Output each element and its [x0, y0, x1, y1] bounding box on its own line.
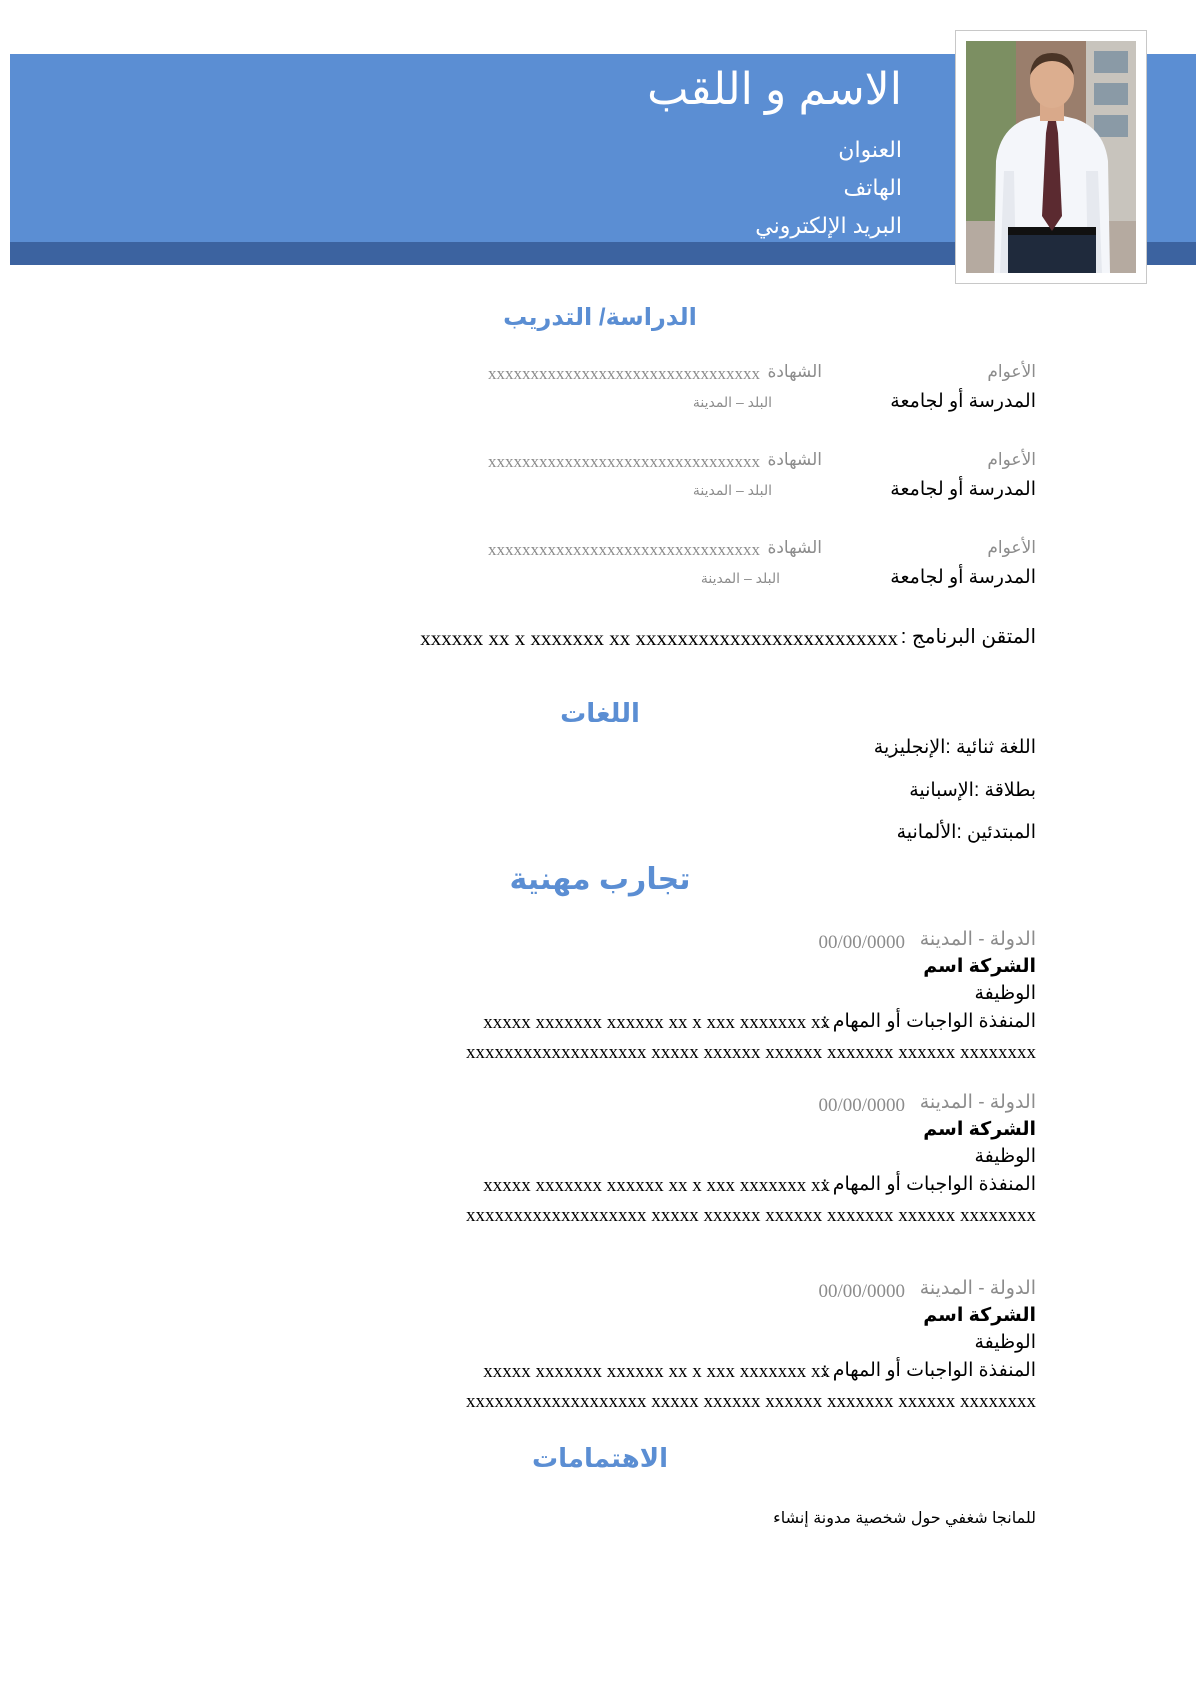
education-school: المدرسة أو لجامعة	[890, 567, 1036, 588]
education-degree-value: xxxxxxxxxxxxxxxxxxxxxxxxxxxxxxxx	[488, 540, 760, 559]
address: العنوان	[838, 137, 902, 162]
experience-company: الشركة اسم	[923, 956, 1036, 977]
phone: الهاتف	[843, 175, 902, 200]
languages-section-title: اللغات	[560, 698, 640, 728]
experience-company: الشركة اسم	[923, 1305, 1036, 1326]
education-school: المدرسة أو لجامعة	[890, 479, 1036, 500]
language-item: اللغة ثنائية :الإنجليزية	[873, 737, 1036, 758]
experience-duties-line2: xxxxxxxxxxxxxxxxxxx xxxxx xxxxxx xxxxxx xxxxxxx xxxxxx xxxxxxxx	[466, 1205, 1036, 1226]
experience-date: 00/00/0000	[818, 932, 905, 953]
experience-duties-line1: xxxxx xxxxxxx xxxxxx xx x xxx xxxxxxx xx	[483, 1361, 830, 1382]
education-degree-label: الشهادة	[767, 538, 822, 557]
experience-duties-label: المنفذة الواجبات أو المهام :	[822, 1174, 1036, 1195]
interests-section-title: الاهتمامات	[531, 1443, 669, 1473]
experience-duties-line1: xxxxx xxxxxxx xxxxxx xx x xxx xxxxxxx xx	[483, 1175, 830, 1196]
software-value: xxxxxx xx x xxxxxxx xx xxxxxxxxxxxxxxxxxxxxxxxxx	[420, 626, 898, 650]
interests-text: للمانجا شغفي حول شخصية مدونة إنشاء	[773, 1510, 1036, 1527]
education-section-title: الدراسة/ التدريب	[503, 304, 697, 331]
education-location: البلد – المدينة	[692, 394, 772, 410]
education-location: البلد – المدينة	[700, 570, 780, 586]
experience-company: الشركة اسم	[923, 1119, 1036, 1140]
experience-position: الوظيفة	[974, 983, 1036, 1004]
experience-date: 00/00/0000	[818, 1281, 905, 1302]
software-label: المتقن البرنامج :	[900, 626, 1036, 648]
experience-position: الوظيفة	[974, 1332, 1036, 1353]
education-degree-label: الشهادة	[767, 362, 822, 381]
education-years: الأعوام	[987, 362, 1036, 381]
experience-duties-label: المنفذة الواجبات أو المهام :	[822, 1011, 1036, 1032]
full-name: الاسم و اللقب	[647, 65, 902, 114]
education-school: المدرسة أو لجامعة	[890, 391, 1036, 412]
email: البريد الإلكتروني	[755, 213, 902, 238]
experience-location: الدولة - المدينة	[919, 1278, 1036, 1299]
language-item: المبتدئين :الألمانية	[896, 822, 1036, 843]
education-degree-label: الشهادة	[767, 450, 822, 469]
experience-section-title: تجارب مهنية	[509, 863, 691, 896]
education-degree-value: xxxxxxxxxxxxxxxxxxxxxxxxxxxxxxxx	[488, 364, 760, 383]
education-degree-value: xxxxxxxxxxxxxxxxxxxxxxxxxxxxxxxx	[488, 452, 760, 471]
experience-location: الدولة - المدينة	[919, 1092, 1036, 1113]
experience-duties-line1: xxxxx xxxxxxx xxxxxx xx x xxx xxxxxxx xx	[483, 1012, 830, 1033]
education-years: الأعوام	[987, 538, 1036, 557]
education-years: الأعوام	[987, 450, 1036, 469]
experience-duties-line2: xxxxxxxxxxxxxxxxxxx xxxxx xxxxxx xxxxxx xxxxxxx xxxxxx xxxxxxxx	[466, 1391, 1036, 1412]
experience-duties-line2: xxxxxxxxxxxxxxxxxxx xxxxx xxxxxx xxxxxx xxxxxxx xxxxxx xxxxxxxx	[466, 1042, 1036, 1063]
profile-photo	[966, 41, 1136, 273]
language-item: بطلاقة :الإسبانية	[909, 780, 1036, 801]
experience-location: الدولة - المدينة	[919, 929, 1036, 950]
experience-date: 00/00/0000	[818, 1095, 905, 1116]
education-location: البلد – المدينة	[692, 482, 772, 498]
experience-position: الوظيفة	[974, 1146, 1036, 1167]
experience-duties-label: المنفذة الواجبات أو المهام :	[822, 1360, 1036, 1381]
